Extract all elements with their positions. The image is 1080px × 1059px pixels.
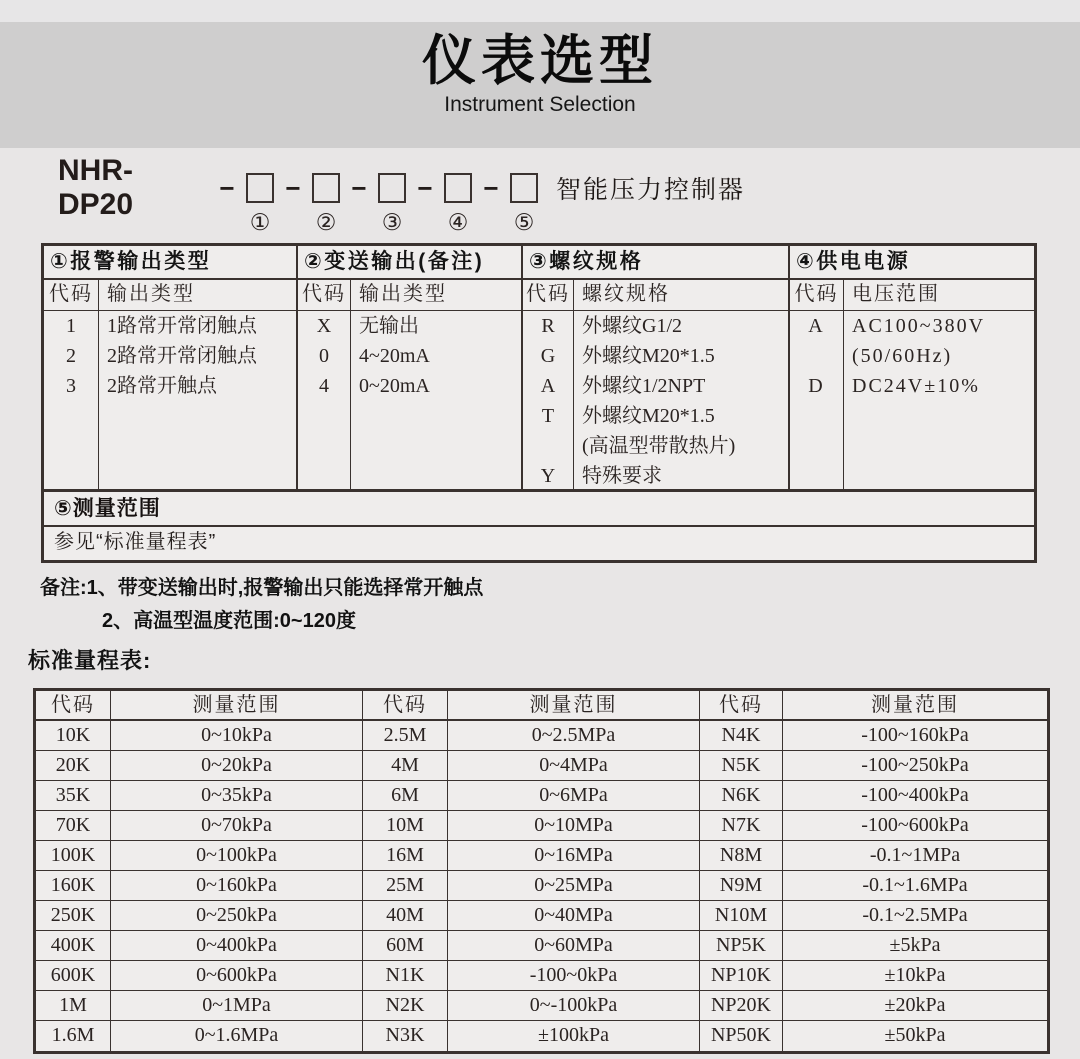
circle-number-3: ③ xyxy=(381,210,403,235)
range-header-code: 代码 xyxy=(700,691,783,721)
range-value-cell: ±10kPa xyxy=(783,961,1047,991)
col-header-code: 代码 xyxy=(298,280,351,311)
range-value-cell: 0~16MPa xyxy=(448,841,700,871)
range-code-cell: 250K xyxy=(36,901,111,931)
range-code-cell: 6M xyxy=(363,781,448,811)
range-code-cell: 35K xyxy=(36,781,111,811)
range-value-cell: ±100kPa xyxy=(448,1021,700,1051)
range-header-range: 测量范围 xyxy=(111,691,363,721)
code-box-1 xyxy=(246,173,274,203)
range-value-cell: 0~250kPa xyxy=(111,901,363,931)
range-code-cell: 10M xyxy=(363,811,448,841)
code-line: 4 xyxy=(319,375,329,397)
range-code-cell: NP5K xyxy=(700,931,783,961)
code-line: 1 xyxy=(66,315,76,337)
range-code-cell: N10M xyxy=(700,901,783,931)
model-code-line xyxy=(58,154,746,238)
range-code-cell: N2K xyxy=(363,991,448,1021)
range-value-cell: -100~0kPa xyxy=(448,961,700,991)
dash-separator: − xyxy=(285,172,301,203)
value-line: 1路常开常闭触点 xyxy=(107,315,257,337)
range-code-cell: 2.5M xyxy=(363,721,448,751)
circle-number-4: ④ xyxy=(447,210,469,235)
range-value-cell: ±20kPa xyxy=(783,991,1047,1021)
dash-separator: − xyxy=(483,172,499,203)
range-code-cell: 60M xyxy=(363,931,448,961)
code-line: 3 xyxy=(66,375,76,397)
note-line-2: 2、高温型温度范围:0~120度 xyxy=(102,610,356,632)
range-value-cell: -100~250kPa xyxy=(783,751,1047,781)
range-value-cell: 0~400kPa xyxy=(111,931,363,961)
range-value-cell: -100~600kPa xyxy=(783,811,1047,841)
voltage-range-column xyxy=(844,311,1034,492)
code-box-5 xyxy=(510,173,538,203)
range-code-cell: N5K xyxy=(700,751,783,781)
code-line: A xyxy=(540,375,556,397)
transmit-type-column xyxy=(351,311,523,492)
range-value-cell: 0~1MPa xyxy=(111,991,363,1021)
value-line: 2路常开触点 xyxy=(107,375,217,397)
code-line: D xyxy=(808,375,825,397)
range-code-cell: 25M xyxy=(363,871,448,901)
code-line: G xyxy=(540,345,556,367)
range-value-cell: -0.1~1.6MPa xyxy=(783,871,1047,901)
value-line: 4~20mA xyxy=(359,345,430,367)
page-title: 仪表选型 xyxy=(422,31,658,91)
range-value-cell: -100~160kPa xyxy=(783,721,1047,751)
notes-block xyxy=(40,572,483,638)
range-code-cell: 40M xyxy=(363,901,448,931)
range-value-cell: 0~10kPa xyxy=(111,721,363,751)
code-line: R xyxy=(541,315,555,337)
range-table-title: 标准量程表: xyxy=(28,648,152,673)
dash-separator: − xyxy=(219,172,235,203)
range-header-range: 测量范围 xyxy=(448,691,700,721)
thread-spec-column xyxy=(574,311,790,492)
value-line: 特殊要求 xyxy=(582,465,662,487)
power-code-column xyxy=(790,311,844,492)
range-code-cell: N6K xyxy=(700,781,783,811)
range-value-cell: -100~400kPa xyxy=(783,781,1047,811)
model-prefix: NHR-DP20 xyxy=(58,154,134,221)
value-line: (50/60Hz) xyxy=(852,345,953,367)
code-line: X xyxy=(316,315,332,337)
code-box-2 xyxy=(312,173,340,203)
range-code-cell: 10K xyxy=(36,721,111,751)
code-line: 0 xyxy=(319,345,329,367)
value-line: 无输出 xyxy=(359,315,419,337)
top-strip xyxy=(0,0,1080,22)
group-title-thread-spec: ③螺纹规格 xyxy=(523,246,790,280)
value-line: 外螺纹M20*1.5 xyxy=(582,345,715,367)
range-code-cell: 160K xyxy=(36,871,111,901)
range-code-cell: 1.6M xyxy=(36,1021,111,1051)
model-suffix: 智能压力控制器 xyxy=(556,176,746,204)
circle-number-5: ⑤ xyxy=(513,210,535,235)
group-title-transmit-output: ②变送输出(备注) xyxy=(298,246,523,280)
range-row-value: 参见“标准量程表” xyxy=(54,531,217,553)
circle-number-1: ① xyxy=(249,210,271,235)
circle-number-2: ② xyxy=(315,210,337,235)
range-code-cell: 600K xyxy=(36,961,111,991)
standard-range-table xyxy=(33,688,1050,1054)
range-value-cell: -0.1~2.5MPa xyxy=(783,901,1047,931)
range-code-cell: 400K xyxy=(36,931,111,961)
code-line: A xyxy=(808,315,825,337)
range-value-cell: 0~600kPa xyxy=(111,961,363,991)
range-value-cell: 0~10MPa xyxy=(448,811,700,841)
thread-code-column xyxy=(523,311,574,492)
col-header-thread-spec: 螺纹规格 xyxy=(574,280,790,311)
col-header-code: 代码 xyxy=(790,280,844,311)
title-banner xyxy=(0,22,1080,148)
col-header-code: 代码 xyxy=(44,280,99,311)
range-value-cell: 0~20kPa xyxy=(111,751,363,781)
code-line xyxy=(523,431,573,461)
range-code-cell: N8M xyxy=(700,841,783,871)
range-value-cell: 0~70kPa xyxy=(111,811,363,841)
code-line xyxy=(790,341,843,371)
range-value-cell: 0~2.5MPa xyxy=(448,721,700,751)
dash-separator: − xyxy=(417,172,433,203)
col-header-output-type: 输出类型 xyxy=(99,280,298,311)
col-header-code: 代码 xyxy=(523,280,574,311)
transmit-code-column xyxy=(298,311,351,492)
range-value-cell: 0~160kPa xyxy=(111,871,363,901)
range-value-cell: ±5kPa xyxy=(783,931,1047,961)
value-line: (高温型带散热片) xyxy=(582,435,736,457)
code-line: T xyxy=(541,405,555,427)
range-value-cell: 0~40MPa xyxy=(448,901,700,931)
range-code-cell: N9M xyxy=(700,871,783,901)
range-value-cell: ±50kPa xyxy=(884,1024,946,1046)
code-line: Y xyxy=(540,465,556,487)
value-line: 外螺纹M20*1.5 xyxy=(582,405,715,427)
value-line: AC100~380V xyxy=(852,315,986,337)
range-code-cell: NP50K xyxy=(700,1021,783,1051)
value-line: 0~20mA xyxy=(359,375,430,397)
value-line: 外螺纹G1/2 xyxy=(582,315,682,337)
range-code-cell: N3K xyxy=(363,1021,448,1051)
range-value-cell: 0~100kPa xyxy=(111,841,363,871)
code-line: 2 xyxy=(66,345,76,367)
code-box-4 xyxy=(444,173,472,203)
group-title-power-supply: ④供电电源 xyxy=(790,246,1034,280)
range-value-cell: 0~60MPa xyxy=(448,931,700,961)
code-box-3 xyxy=(378,173,406,203)
range-code-cell: 16M xyxy=(363,841,448,871)
note-line-1: 备注:1、带变送输出时,报警输出只能选择常开触点 xyxy=(40,577,484,599)
range-code-cell: 4M xyxy=(363,751,448,781)
range-value-cell: 0~25MPa xyxy=(448,871,700,901)
col-header-voltage-range: 电压范围 xyxy=(844,280,1034,311)
range-code-cell: 1M xyxy=(36,991,111,1021)
group-title-alarm-output: ①报警输出类型 xyxy=(44,246,298,280)
range-row-title: ⑤测量范围 xyxy=(44,492,1034,527)
range-value-cell: 0~6MPa xyxy=(448,781,700,811)
col-header-output-type: 输出类型 xyxy=(351,280,523,311)
dash-separator: − xyxy=(351,172,367,203)
range-code-cell: NP10K xyxy=(700,961,783,991)
range-value-cell: -0.1~1MPa xyxy=(783,841,1047,871)
alarm-code-column xyxy=(44,311,99,492)
range-value-cell: 0~4MPa xyxy=(448,751,700,781)
range-code-cell: N4K xyxy=(700,721,783,751)
range-value-cell: 0~1.6MPa xyxy=(111,1021,363,1051)
range-code-cell: 70K xyxy=(36,811,111,841)
range-code-cell: NP20K xyxy=(700,991,783,1021)
alarm-type-column xyxy=(99,311,298,492)
range-header-code: 代码 xyxy=(36,691,111,721)
range-header-code: 代码 xyxy=(363,691,448,721)
range-value-cell: 0~35kPa xyxy=(111,781,363,811)
range-code-cell: 20K xyxy=(36,751,111,781)
value-line: DC24V±10% xyxy=(852,375,980,397)
value-line: 外螺纹1/2NPT xyxy=(582,375,706,397)
range-code-cell: N1K xyxy=(363,961,448,991)
range-value-cell: 0~-100kPa xyxy=(448,991,700,1021)
value-line: 2路常开常闭触点 xyxy=(107,345,257,367)
page-subtitle: Instrument Selection xyxy=(444,93,636,116)
selection-table xyxy=(41,243,1037,563)
range-header-range: 测量范围 xyxy=(783,691,1047,721)
range-code-cell: N7K xyxy=(700,811,783,841)
range-code-cell: 100K xyxy=(36,841,111,871)
